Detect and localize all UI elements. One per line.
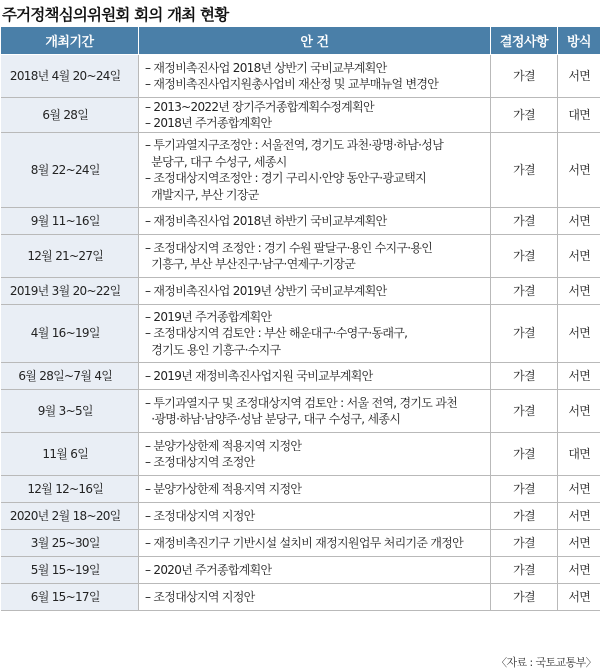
header-agenda: 안 건: [139, 27, 491, 55]
agenda-line: 개발지구, 부산 기장군: [145, 187, 259, 202]
page-title: 주거정책심의위원회 회의 개최 현황: [2, 6, 229, 24]
table-row: [1, 433, 600, 476]
period-cell: 2020년 2월 18~20일: [1, 503, 139, 530]
method-cell: 대면: [558, 433, 600, 476]
agenda-line: – 2018년 주거종합계획안: [145, 116, 272, 130]
agenda-cell: [139, 503, 491, 530]
period-cell: 11월 6일: [1, 433, 139, 476]
decision-cell: 가결: [491, 390, 558, 433]
table-row: [1, 390, 600, 433]
method-cell: 서면: [558, 390, 600, 433]
method-cell: 서면: [558, 363, 600, 390]
table-row: [1, 503, 600, 530]
method-cell: 서면: [558, 503, 600, 530]
decision-cell: 가결: [491, 235, 558, 278]
table-header-row: [1, 27, 600, 55]
decision-cell: 가결: [491, 208, 558, 235]
table-row: [1, 530, 600, 557]
decision-cell: 가결: [491, 530, 558, 557]
decision-cell: 가결: [491, 476, 558, 503]
table-row: [1, 133, 600, 208]
agenda-line: – 재정비촉진사업지원총사업비 재산정 및 교부매뉴얼 변경안: [145, 77, 439, 91]
agenda-cell: [139, 530, 491, 557]
method-cell: 서면: [558, 55, 600, 98]
decision-cell: 가결: [491, 363, 558, 390]
period-cell: 9월 3~5일: [1, 390, 139, 433]
agenda-cell: [139, 55, 491, 98]
agenda-line: – 2019년 재정비촉진사업지원 국비교부계획안: [145, 368, 373, 383]
decision-cell: 가결: [491, 584, 558, 611]
agenda-line: ·광명·하남·남양주·성남 분당구, 대구 수성구, 세종시: [145, 412, 401, 426]
table-row: [1, 208, 600, 235]
table-row: [1, 278, 600, 305]
agenda-cell: [139, 584, 491, 611]
table-row: [1, 98, 600, 133]
agenda-line: – 2019년 주거종합계획안: [145, 309, 272, 324]
period-cell: 9월 11~16일: [1, 208, 139, 235]
period-cell: 2018년 4월 20~24일: [1, 55, 139, 98]
table-row: [1, 305, 600, 363]
period-cell: 5월 15~19일: [1, 557, 139, 584]
table-row: [1, 235, 600, 278]
table-row: [1, 363, 600, 390]
decision-cell: 가결: [491, 133, 558, 208]
agenda-line: – 분양가상한제 적용지역 지정안: [145, 481, 302, 496]
agenda-cell: [139, 133, 491, 208]
header-period: 개최기간: [1, 27, 139, 55]
period-cell: 6월 28일~7월 4일: [1, 363, 139, 390]
table-row: [1, 557, 600, 584]
period-cell: 8월 22~24일: [1, 133, 139, 208]
agenda-cell: [139, 278, 491, 305]
agenda-line: – 재정비촉진기구 기반시설 설치비 재정지원업무 처리기준 개정안: [145, 535, 464, 550]
method-cell: 서면: [558, 584, 600, 611]
agenda-line: – 조정대상지역 조정안: [145, 455, 255, 469]
agenda-line: – 조정대상지역 조정안 : 경기 수원 팔달구·용인 수지구·용인: [145, 240, 433, 255]
source-note: 〈자료 : 국토교통부〉: [496, 656, 596, 669]
agenda-cell: [139, 98, 491, 133]
header-decision: 결정사항: [491, 27, 558, 55]
agenda-line: 기흥구, 부산 부산진구·남구·연제구·기장군: [145, 257, 356, 271]
decision-cell: 가결: [491, 305, 558, 363]
decision-cell: 가결: [491, 98, 558, 133]
agenda-cell: [139, 433, 491, 476]
table-row: [1, 584, 600, 611]
agenda-line: – 2020년 주거종합계획안: [145, 562, 272, 577]
agenda-cell: [139, 363, 491, 390]
agenda-cell: [139, 235, 491, 278]
table-row: [1, 476, 600, 503]
agenda-line: – 재정비촉진사업 2019년 상반기 국비교부계획안: [145, 283, 387, 298]
method-cell: 서면: [558, 557, 600, 584]
agenda-line: – 조정대상지역조정안 : 경기 구리시·안양 동안구·광교택지: [145, 171, 426, 185]
period-cell: 2019년 3월 20~22일: [1, 278, 139, 305]
agenda-line: – 조정대상지역 검토안 : 부산 해운대구·수영구·동래구,: [145, 326, 408, 341]
method-cell: 서면: [558, 235, 600, 278]
agenda-cell: [139, 305, 491, 363]
method-cell: 대면: [558, 98, 600, 133]
agenda-line: – 조정대상지역 지정안: [145, 508, 255, 523]
meeting-table: [0, 26, 600, 611]
agenda-line: – 재정비촉진사업 2018년 하반기 국비교부계획안: [145, 213, 387, 228]
method-cell: 서면: [558, 208, 600, 235]
agenda-cell: [139, 476, 491, 503]
agenda-line: – 투기과열지구조정안 : 서울전역, 경기도 과천·광명·하남·성남: [145, 138, 444, 152]
agenda-cell: [139, 208, 491, 235]
agenda-line: – 재정비촉진사업 2018년 상반기 국비교부계획안: [145, 60, 387, 75]
period-cell: 6월 28일: [1, 98, 139, 133]
method-cell: 서면: [558, 305, 600, 363]
table-body: [1, 55, 600, 611]
agenda-cell: [139, 390, 491, 433]
decision-cell: 가결: [491, 557, 558, 584]
agenda-line: 분당구, 대구 수성구, 세종시: [145, 154, 287, 169]
table-row: [1, 55, 600, 98]
period-cell: 3월 25~30일: [1, 530, 139, 557]
period-cell: 12월 21~27일: [1, 235, 139, 278]
period-cell: 4월 16~19일: [1, 305, 139, 363]
decision-cell: 가결: [491, 433, 558, 476]
decision-cell: 가결: [491, 503, 558, 530]
method-cell: 서면: [558, 476, 600, 503]
agenda-cell: [139, 557, 491, 584]
agenda-line: – 투기과열지구 및 조정대상지역 검토안 : 서울 전역, 경기도 과천: [145, 395, 458, 410]
method-cell: 서면: [558, 530, 600, 557]
agenda-line: – 2013~2022년 장기주거종합계획수정계획안: [145, 99, 374, 114]
agenda-line: 경기도 용인 기흥구·수지구: [145, 342, 281, 357]
agenda-line: – 조정대상지역 지정안: [145, 589, 255, 604]
method-cell: 서면: [558, 133, 600, 208]
header-method: 방식: [558, 27, 600, 55]
agenda-line: – 분양가상한제 적용지역 지정안: [145, 438, 302, 453]
decision-cell: 가결: [491, 55, 558, 98]
method-cell: 서면: [558, 278, 600, 305]
period-cell: 6월 15~17일: [1, 584, 139, 611]
period-cell: 12월 12~16일: [1, 476, 139, 503]
decision-cell: 가결: [491, 278, 558, 305]
